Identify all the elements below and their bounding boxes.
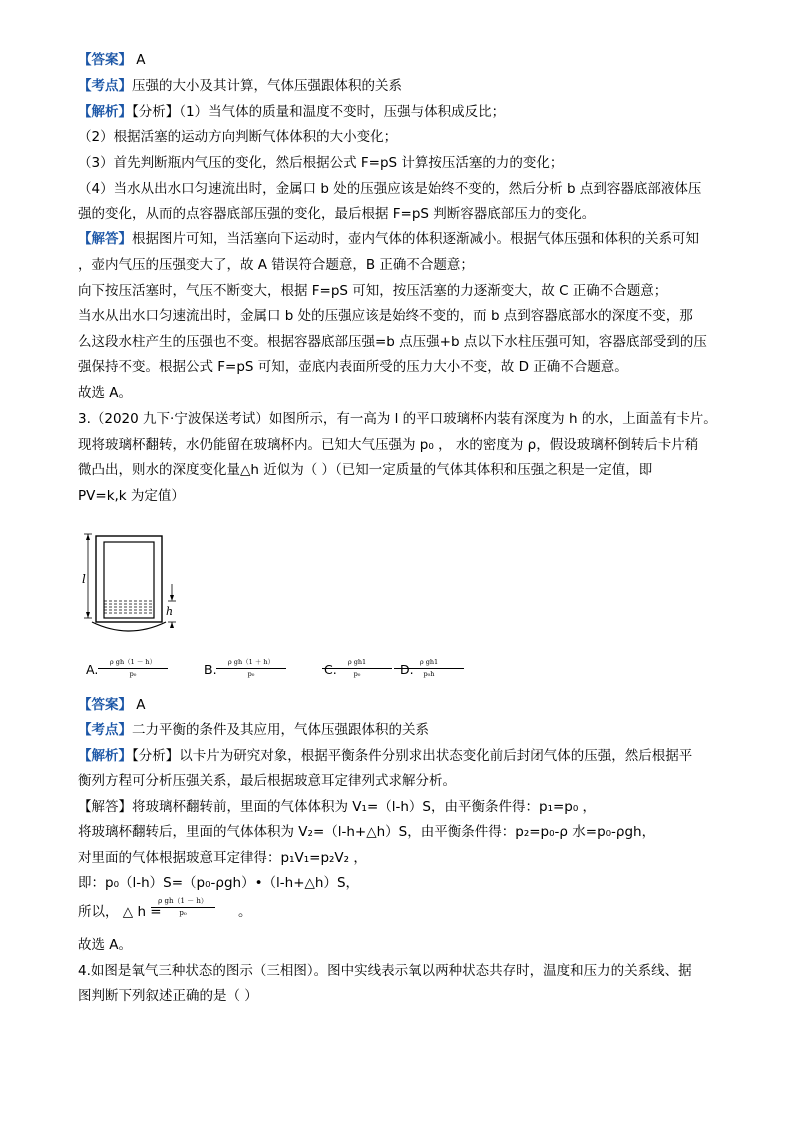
kaodian-line-2 <box>78 721 429 739</box>
solution-line: ，壶内气压的压强变大了，故 A 错误符合题意，B 正确不合题意； <box>78 257 474 273</box>
option-b-letter: B. <box>204 662 217 677</box>
option-c-denominator: p₀ <box>353 670 361 678</box>
option-a-numerator: ρ gh（1 － h） <box>98 658 168 669</box>
jieda-line-1 <box>78 230 699 248</box>
jiexi-line-1 <box>78 103 505 121</box>
option-b-numerator: ρ gh（1 ＋ h） <box>216 658 286 669</box>
question4-line: 4.如图是氧气三种状态的图示（三相图）。图中实线表示氧以两种状态共存时，温度和压力的关系线、据 <box>78 963 692 979</box>
kaodian-line-1 <box>78 77 402 95</box>
final-prefix: 所以， △ h = <box>78 904 162 920</box>
question3-line: PV=k,k 为定值） <box>78 488 185 504</box>
option-a-denominator: p₀ <box>129 670 137 678</box>
question3-line: 3.（2020 九下·宁波保送考试）如图所示，有一高为 l 的平口玻璃杯内装有深度为 h 的水，上面盖有卡片。 <box>78 411 717 427</box>
solution-line: 对里面的气体根据玻意耳定律得：p₁V₁=p₂V₂ ， <box>78 850 367 866</box>
answer-tag: 【答案】 <box>78 697 132 713</box>
option-a-letter: A. <box>86 662 99 677</box>
final-suffix: 。 <box>238 904 252 920</box>
kaodian-text: 压强的大小及其计算，气体压强跟体积的关系 <box>132 78 402 94</box>
analysis-line: 强的变化，从而的点容器底部压强的变化，最后根据 F=pS 判断容器底部压力的变化。 <box>78 206 596 222</box>
solution-line: 故选 A。 <box>78 385 133 401</box>
option-c-letter: C. <box>324 662 337 677</box>
answer-value: A <box>132 697 146 713</box>
fenxi-continuation: 衡列方程可分析压强关系，最后根据玻意耳定律列式求解分析。 <box>78 773 456 789</box>
option-d-fraction <box>394 658 464 679</box>
jieda-first: 根据图片可知，当活塞向下运动时，壶内气体的体积逐渐减小。根据气体压强和体积的关系可知 <box>132 231 699 247</box>
answer-options <box>86 656 486 688</box>
question3-line: 现将玻璃杯翻转，水仍能留在玻璃杯内。已知大气压强为 p₀ ， 水的密度为 ρ，假设玻璃杯倒转后卡片稍 <box>78 437 699 453</box>
option-c-numerator: ρ gh1 <box>322 658 392 669</box>
option-d-numerator: ρ gh1 <box>394 658 464 669</box>
option-c-fraction <box>322 658 392 679</box>
kaodian-tag: 【考点】 <box>78 78 132 94</box>
jiexi-line-2 <box>78 747 692 765</box>
final-denominator: p₀ <box>179 909 187 917</box>
question3-line: 微凸出，则水的深度变化量△h 近似为（ ）（已知一定质量的气体其体积和压强之积是一定值，即 <box>78 462 653 478</box>
final-answer-line <box>78 903 162 921</box>
jieda-line-2: 【解答】将玻璃杯翻转前，里面的气体体积为 V₁=（l-h）S，由平衡条件得：p₁=p₀ ， <box>78 799 597 815</box>
answer-tag: 【答案】 <box>78 52 132 68</box>
answer-value: A <box>132 52 146 68</box>
choose-line: 故选 A。 <box>78 937 133 953</box>
option-b-fraction <box>216 658 286 679</box>
figure-label-l: l <box>82 572 86 586</box>
analysis-line: （2）根据活塞的运动方向判断气体体积的大小变化； <box>78 129 398 145</box>
fenxi-text: 【分析】（1）当气体的质量和温度不变时，压强与体积成反比； <box>132 104 506 120</box>
question4-line: 图判断下列叙述正确的是（ ） <box>78 988 258 1004</box>
option-b-denominator: p₀ <box>247 670 255 678</box>
analysis-line: （4）当水从出水口匀速流出时，金属口 b 处的压强应该是始终不变的，然后分析 b 点到容器底部液体压 <box>78 181 702 197</box>
solution-line: 强保持不变。根据公式 F=pS 可知，壶底内表面所受的压力大小不变，故 D 正确不合题意。 <box>78 359 628 375</box>
fenxi-text: 【分析】以卡片为研究对象，根据平衡条件分别求出状态变化前后封闭气体的压强，然后根据平 <box>132 748 693 764</box>
jieda-tag: 【解答】 <box>78 231 132 247</box>
solution-line: 向下按压活塞时，气压不断变大，根据 F=pS 可知，按压活塞的力逐渐变大，故 C 正确不合题意； <box>78 283 668 299</box>
solution-line: 将玻璃杯翻转后，里面的气体体积为 V₂=（l-h+△h）S，由平衡条件得：p₂=p₀-ρ 水=p₀-ρgh， <box>78 824 656 840</box>
solution-line: 当水从出水口匀速流出时，金属口 b 处的压强应该是始终不变的，而 b 点到容器底部水的深度不变，那 <box>78 308 693 324</box>
option-d-letter: D. <box>400 662 414 677</box>
jiexi-tag: 【解析】 <box>78 748 132 764</box>
final-numerator: ρ gh（1 － h） <box>151 897 215 908</box>
solution-line: 即：p₀（l-h）S=（p₀-ρgh）•（l-h+△h）S， <box>78 875 360 891</box>
glass-cup-figure <box>84 532 194 652</box>
answer-line-2 <box>78 696 146 714</box>
analysis-line: （3）首先判断瓶内气压的变化，然后根据公式 F=pS 计算按压活塞的力的变化； <box>78 155 564 171</box>
solution-line: 么这段水柱产生的压强也不变。根据容器底部压强=b 点压强+b 点以下水柱压强可知，容器底部受到的压 <box>78 334 707 350</box>
option-a-fraction <box>98 658 168 679</box>
figure-label-h: h <box>166 605 174 618</box>
kaodian-tag: 【考点】 <box>78 722 132 738</box>
final-fraction <box>151 897 215 918</box>
option-d-denominator: p₀h <box>423 670 435 678</box>
jiexi-tag: 【解析】 <box>78 104 132 120</box>
answer-line-1 <box>78 51 146 69</box>
kaodian-text: 二力平衡的条件及其应用，气体压强跟体积的关系 <box>132 722 429 738</box>
